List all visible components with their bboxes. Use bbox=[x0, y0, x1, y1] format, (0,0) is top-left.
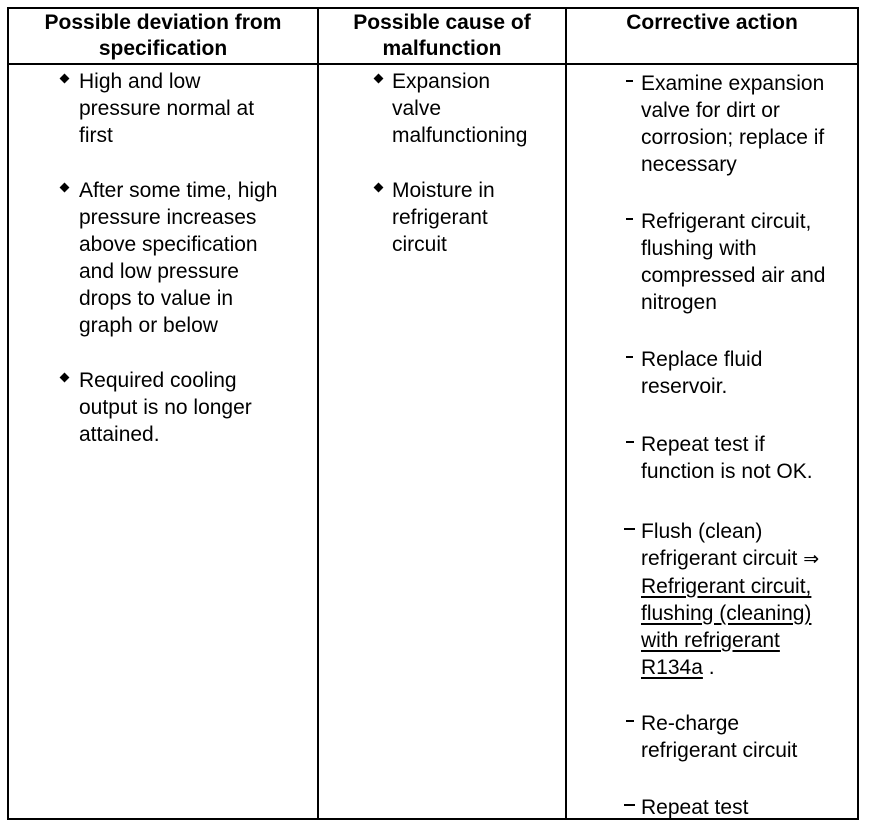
link-line-2[interactable]: flushing (cleaning) bbox=[641, 602, 812, 625]
deviation-2-line-3: above specification bbox=[79, 233, 258, 256]
deviation-1-line-1: High and low bbox=[79, 70, 201, 93]
action-2-line-4: nitrogen bbox=[641, 291, 717, 314]
action-2-line-1: Refrigerant circuit, bbox=[641, 210, 812, 233]
action-5-line-2 bbox=[641, 545, 819, 573]
action-5-line-1: Flush (clean) bbox=[641, 520, 763, 543]
cause-2-line-1: Moisture in bbox=[392, 179, 495, 202]
column-divider-2 bbox=[565, 7, 567, 820]
right-double-arrow-icon: ⇒ bbox=[803, 548, 820, 570]
deviation-3-line-2: output is no longer bbox=[79, 396, 252, 419]
action-item-4 bbox=[641, 431, 813, 485]
header-deviation-line1: Possible deviation from bbox=[44, 11, 282, 34]
deviation-2-line-4: and low pressure bbox=[79, 260, 239, 283]
link-line-1[interactable]: Refrigerant circuit, bbox=[641, 575, 812, 598]
cause-1-line-1: Expansion bbox=[392, 70, 491, 93]
action-1-line-2: valve for dirt or bbox=[641, 99, 780, 122]
deviation-1-line-2: pressure normal at bbox=[79, 97, 255, 120]
cause-item-1 bbox=[392, 68, 527, 149]
action-item-6 bbox=[641, 710, 797, 764]
action-1-line-3: corrosion; replace if bbox=[641, 126, 825, 149]
action-1-line-4: necessary bbox=[641, 153, 737, 176]
action-4-line-2: function is not OK. bbox=[641, 460, 813, 483]
deviation-item-1 bbox=[79, 68, 254, 149]
deviation-2-line-5: drops to value in bbox=[79, 287, 234, 310]
header-cause bbox=[319, 10, 565, 62]
deviation-3-line-3: attained. bbox=[79, 423, 160, 446]
action-2-line-2: flushing with bbox=[641, 237, 757, 260]
action-6-line-1: Re-charge bbox=[641, 712, 740, 735]
header-cause-line1: Possible cause of bbox=[353, 11, 531, 34]
column-divider-1 bbox=[317, 7, 319, 820]
header-divider bbox=[7, 63, 859, 65]
link-line-3[interactable]: with refrigerant bbox=[641, 629, 780, 652]
deviation-1-line-3: first bbox=[79, 124, 113, 147]
deviation-2-line-2: pressure increases bbox=[79, 206, 257, 229]
action-1-line-1: Examine expansion bbox=[641, 72, 825, 95]
header-deviation bbox=[9, 10, 317, 62]
action-3-line-2: reservoir. bbox=[641, 375, 728, 398]
action-item-5 bbox=[641, 518, 819, 681]
action-5-line-2-text: refrigerant circuit bbox=[641, 547, 798, 570]
deviation-2-line-6: graph or below bbox=[79, 314, 218, 337]
link-line-4[interactable]: R134a bbox=[641, 656, 703, 679]
action-item-1 bbox=[641, 70, 824, 178]
dash-icon bbox=[626, 720, 634, 722]
dash-icon bbox=[626, 80, 633, 82]
cause-1-line-2: valve bbox=[392, 97, 442, 120]
action-item-3 bbox=[641, 346, 762, 400]
dash-icon bbox=[626, 441, 634, 443]
refrigerant-flushing-link[interactable] bbox=[641, 573, 819, 681]
cause-item-2 bbox=[392, 177, 495, 258]
deviation-item-3 bbox=[79, 367, 252, 448]
dash-icon bbox=[626, 218, 633, 220]
deviation-item-2 bbox=[79, 177, 277, 339]
action-7-line-1: Repeat test bbox=[641, 796, 749, 819]
dash-icon bbox=[624, 528, 635, 530]
action-item-7 bbox=[641, 794, 748, 821]
deviation-2-line-1: After some time, high bbox=[79, 179, 278, 202]
action-4-line-1: Repeat test if bbox=[641, 433, 765, 456]
cause-1-line-3: malfunctioning bbox=[392, 124, 528, 147]
action-item-2 bbox=[641, 208, 825, 316]
action-2-line-3: compressed air and bbox=[641, 264, 826, 287]
deviation-3-line-1: Required cooling bbox=[79, 369, 237, 392]
header-cause-line2: malfunction bbox=[382, 37, 502, 60]
header-deviation-line2: specification bbox=[98, 37, 228, 60]
cause-2-line-3: circuit bbox=[392, 233, 447, 256]
action-3-line-1: Replace fluid bbox=[641, 348, 763, 371]
cause-2-line-2: refrigerant bbox=[392, 206, 488, 229]
dash-icon bbox=[624, 804, 635, 806]
dash-icon bbox=[626, 356, 633, 358]
link-suffix: . bbox=[702, 656, 715, 679]
header-action bbox=[567, 10, 857, 36]
action-6-line-2: refrigerant circuit bbox=[641, 739, 798, 762]
header-action-title: Corrective action bbox=[626, 11, 798, 34]
